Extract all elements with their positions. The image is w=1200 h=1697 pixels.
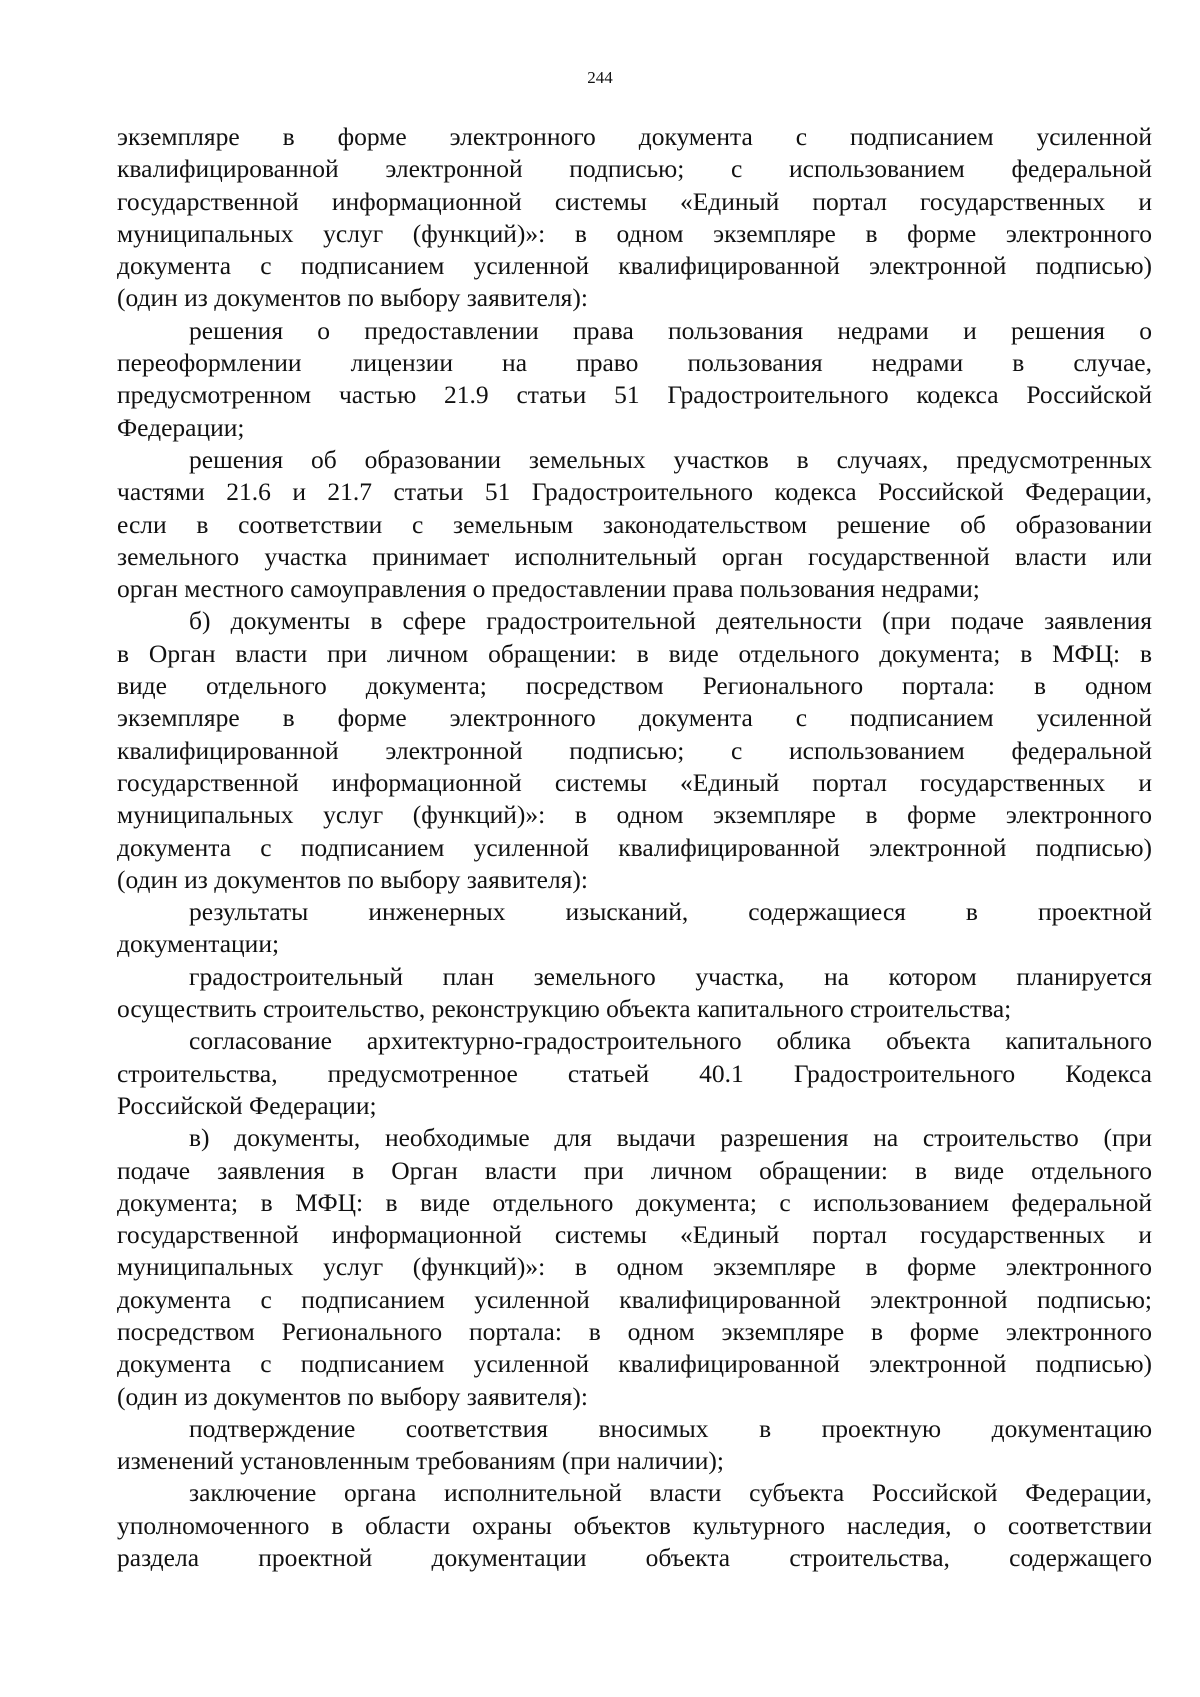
text-line: уполномоченного в области охраны объектов культурного наследия, о соответствии — [117, 1510, 1152, 1540]
text-line: раздела проектной документации объекта строительства, содержащего — [117, 1543, 1152, 1573]
text-line: земельного участка принимает исполнительный орган государственной власти или — [117, 541, 1152, 571]
text-line: изменений установленным требованиям (при наличии); — [117, 1446, 724, 1476]
text-line: экземпляре в форме электронного документа с подписанием усиленной — [117, 122, 1152, 151]
text-line: осуществить строительство, реконструкцию объекта капитального строительства; — [117, 994, 1012, 1024]
text-line: б) документы в сфере градостроительной деятельности (при подаче заявления — [189, 606, 1152, 636]
text-line: заключение органа исполнительной власти субъекта Российской Федерации, — [189, 1478, 1152, 1508]
text-line: документации; — [117, 929, 280, 959]
text-line: государственной информационной системы «Единый портал государственных и — [117, 1220, 1152, 1250]
document-body-text — [117, 121, 1152, 1574]
text-line: подаче заявления в Орган власти при личном обращении: в виде отдельного — [117, 1155, 1152, 1185]
text-line: квалифицированной электронной подписью; с использованием федеральной — [117, 154, 1152, 184]
page-number: 244 — [587, 68, 613, 87]
text-line: документа с подписанием усиленной квалифицированной электронной подписью) — [117, 832, 1152, 862]
text-line: согласование архитектурно-градостроительного облика объекта капитального — [189, 1026, 1152, 1056]
text-line: подтверждение соответствия вносимых в проектную документацию — [189, 1413, 1152, 1443]
text-line: предусмотренном частью 21.9 статьи 51 Градостроительного кодекса Российской — [117, 380, 1152, 410]
text-line: орган местного самоуправления о предоставлении права пользования недрами; — [117, 574, 980, 604]
text-line: в) документы, необходимые для выдачи разрешения на строительство (при — [189, 1123, 1152, 1153]
text-line: строительства, предусмотренное статьей 40.1 Градостроительного Кодекса — [117, 1058, 1152, 1088]
text-line: результаты инженерных изысканий, содержащиеся в проектной — [189, 897, 1152, 927]
text-line: квалифицированной электронной подписью; с использованием федеральной — [117, 735, 1152, 765]
text-line: муниципальных услуг (функций)»: в одном экземпляре в форме электронного — [117, 800, 1152, 830]
text-line: переоформлении лицензии на право пользования недрами в случае, — [117, 348, 1152, 378]
text-line: решения об образовании земельных участков в случаях, предусмотренных — [189, 444, 1152, 474]
text-line: виде отдельного документа; посредством Регионального портала: в одном — [117, 671, 1152, 701]
text-line: государственной информационной системы «Единый портал государственных и — [117, 767, 1152, 797]
text-line: решения о предоставлении права пользования недрами и решения о — [189, 315, 1152, 345]
text-line: (один из документов по выбору заявителя): — [117, 1381, 588, 1411]
text-line: Федерации; — [117, 412, 245, 442]
text-line: муниципальных услуг (функций)»: в одном экземпляре в форме электронного — [117, 1252, 1152, 1282]
text-line: частями 21.6 и 21.7 статьи 51 Градостроительного кодекса Российской Федерации, — [117, 477, 1152, 507]
text-line: экземпляре в форме электронного документа с подписанием усиленной — [117, 703, 1152, 733]
text-line: муниципальных услуг (функций)»: в одном экземпляре в форме электронного — [117, 218, 1152, 248]
text-line: если в соответствии с земельным законодательством решение об образовании — [117, 509, 1152, 539]
text-line: документа; в МФЦ: в виде отдельного документа; с использованием федеральной — [117, 1187, 1152, 1217]
text-line: документа с подписанием усиленной квалифицированной электронной подписью) — [117, 1349, 1152, 1379]
text-line: Российской Федерации; — [117, 1090, 377, 1120]
text-line: в Орган власти при личном обращении: в виде отдельного документа; в МФЦ: в — [117, 638, 1152, 668]
text-line: государственной информационной системы «Единый портал государственных и — [117, 186, 1152, 216]
text-line: (один из документов по выбору заявителя): — [117, 283, 588, 313]
text-line: документа с подписанием усиленной квалифицированной электронной подписью; — [117, 1284, 1152, 1314]
text-line: градостроительный план земельного участка, на котором планируется — [189, 961, 1152, 991]
text-line: посредством Регионального портала: в одном экземпляре в форме электронного — [117, 1316, 1152, 1346]
text-line: документа с подписанием усиленной квалифицированной электронной подписью) — [117, 251, 1152, 281]
text-line: (один из документов по выбору заявителя): — [117, 864, 588, 894]
